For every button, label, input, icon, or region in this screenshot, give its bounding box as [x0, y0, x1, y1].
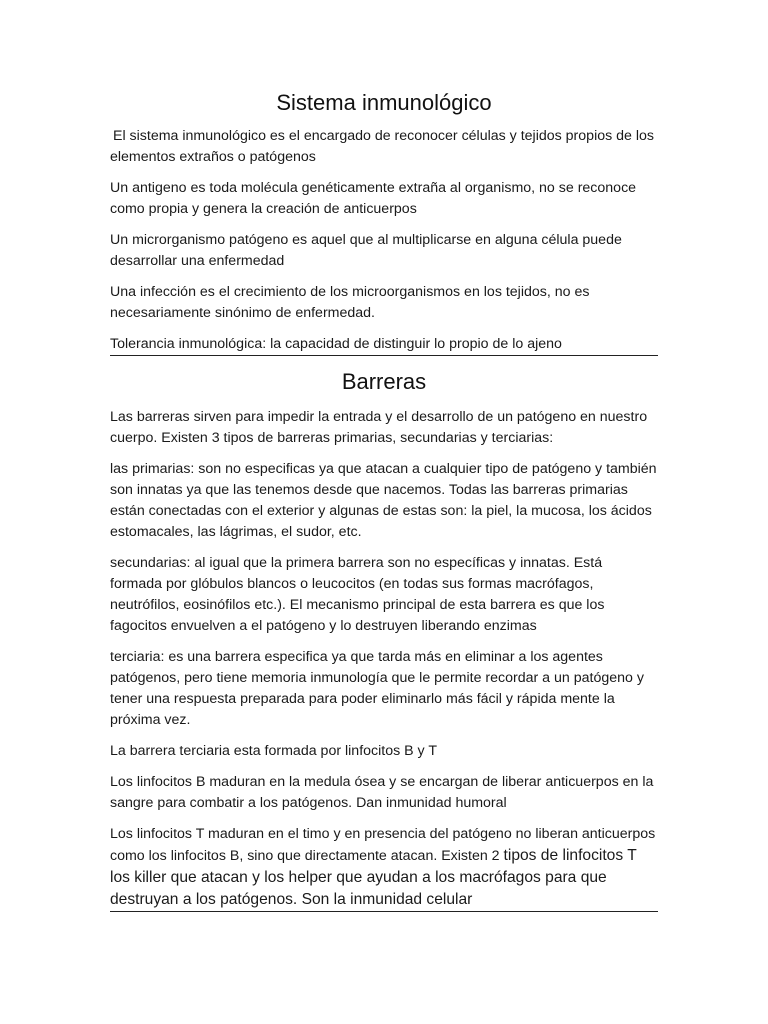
paragraph-linfocitos-t-start: Los linfocitos T maduran en el timo y en presencia del patógeno no liberan anticuerpos como los linfocitos B, sino que directamente atacan. Existen 2 — [110, 826, 656, 864]
paragraph-linfocitos-b: Los linfocitos B maduran en la medula ósea y se encargan de liberar anticuerpos en la sangre para combatir a los patógenos. Dan inmunidad humoral — [110, 774, 654, 811]
paragraph-barrera-terciaria-linfocitos: La barrera terciaria esta formada por linfocitos B y T — [110, 743, 437, 759]
paragraph-secundarias: secundarias: al igual que la primera barrera son no específicas y innatas. Está formada por glóbulos blancos o leucocitos (en todas sus formas macrófagos, neutrófilos, eosinófilos etc.). El mecanismo principal de esta barrera es que los fagocitos envuelven a el patógeno y lo destruyen liberando enzimas — [110, 555, 605, 634]
paragraph-linfocitos-t — [110, 824, 658, 911]
paragraph-primarias: las primarias: son no especificas ya que atacan a cualquier tipo de patógeno y también son innatas ya que las tenemos desde que nacemos. Todas las barreras primarias están conectadas con el exterior y algunas de estas son: la piel, la mucosa, los ácidos estomacales, las lágrimas, el sudor, etc. — [110, 461, 657, 540]
paragraph-terciaria: terciaria: es una barrera especifica ya que tarda más en eliminar a los agentes patógenos, pero tiene memoria inmunología que le permite recordar a un patógeno y tener una respuesta preparada para poder eliminarlo más fácil y rápida mente la próxima vez. — [110, 649, 644, 728]
document-page — [110, 0, 658, 912]
paragraph-tolerancia: Tolerancia inmunológica: la capacidad de distinguir lo propio de lo ajeno — [110, 336, 562, 352]
section-divider-end — [110, 911, 658, 912]
paragraph-barreras-intro: Las barreras sirven para impedir la entrada y el desarrollo de un patógeno en nuestro cuerpo. Existen 3 tipos de barreras primarias, secundarias y terciarias: — [110, 409, 648, 446]
section-title-barreras: Barreras — [341, 369, 427, 394]
section-title-sistema-inmunologico: Sistema inmunológico — [276, 90, 492, 115]
paragraph-definicion-sistema: El sistema inmunológico es el encargado de reconocer células y tejidos propios de los elementos extraños o patógenos — [110, 128, 655, 165]
paragraph-infeccion: Una infección es el crecimiento de los microorganismos en los tejidos, no es necesariamente sinónimo de enfermedad. — [110, 284, 590, 321]
paragraph-antigeno: Un antigeno es toda molécula genéticamente extraña al organismo, no se reconoce como propia y genera la creación de anticuerpos — [110, 180, 637, 217]
section-divider — [110, 355, 658, 356]
paragraph-microrganismo: Un microrganismo patógeno es aquel que al multiplicarse en alguna célula puede desarrollar una enfermedad — [110, 232, 622, 269]
paragraph-linfocitos-t-end: tipos de linfocitos T los killer que atacan y los helper que ayudan a los macrófagos para que destruyan a los patógenos. Son la inmunidad celular — [110, 847, 637, 908]
